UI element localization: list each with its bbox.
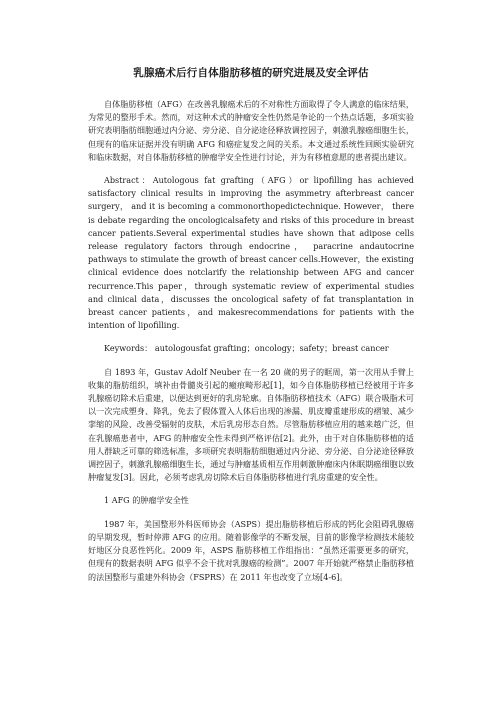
keywords-line: Keywords： autologousfat grafting；oncology；safety；breast cancer (104, 343, 389, 354)
document-page (88, 56, 414, 594)
chinese-abstract-paragraph: 自体脂肪移植（AFG）在改善乳腺癌术后的不对称性方面取得了令人满意的临床结果，为常见的整形手术。然而，对这种术式的肿瘤安全性仍然是争论的一个热点话题，多项实验研究表明脂肪细胞通过内分泌、旁分泌、自分泌途径释放调控因子，刺激乳腺癌细胞生长，但现有的临床证据并没有明确 AFG 和癌症复发之间的关系。本文通过系统性回顾实验研究和临床数据，对自体脂肪移植的肿瘤学安全性进行讨论，并为有移植意愿的患者提出建议。 (88, 99, 414, 162)
section-paragraph: 1987 年，美国整形外科医师协会（ASPS）提出脂肪移植后形成的钙化会阻碍乳腺癌的早期发现，暂时停滞 AFG 的应用。随着影像学的不断发展，目前的影像学检测技术能较好地区分良恶性钙化。2009 年，ASPS 脂肪移植工作组指出：“虽然还需要更多的研究，但现有的数据表明 AFG 似乎不会干扰对乳腺癌的检测”。2007 年开始就严格禁止脂肪移植的法国整形与重建外科协会（FSPRS）在 2011 年也改变了立场[4-6]。 (88, 518, 414, 582)
english-abstract-paragraph: Abstract：Autologous fat grafting（AFG）or lipofilling has achieved satisfactory clinical results in improving the asymmetry afterbreast cancer surgery， and it is becoming a commonorthopedictechnique. However， there is debate regarding the oncologicalsafety and risks of this procedure in breast cancer patients.Several experimental studies have shown that adipose cells release regulatory factors through endocrine， paracrine andautocrine pathways to stimulate the growth of breast cancer cells.However，the existing clinical evidence does notclarify the relationship between AFG and cancer recurrence.This paper，through systematic review of experimental studies and clinical data，discusses the oncological safety of fat transplantation in breast cancer patients，and makesrecommendations for patients with the intention of lipofilling. (88, 175, 414, 331)
introduction-paragraph: 自 1893 年，Gustav Adolf Neuber 在一名 20 歲的男子的眶周，第一次用从手臂上收集的脂肪组织，填补由骨髓炎引起的瘢痕畸形起[1]，如今自体脂肪移植已经被用于许多乳腺癌切除术后重建，以便达到更好的乳房轮廓。自体脂肪移植技术（AFG）联合吸脂术可以一次完成塑身、降乳，免去了假体置入人体后出现的渗漏、肌皮瓣重建形成的褶皱、减少挛缩的风险、改善受辐射的皮肤，术后乳房形态自然。尽管脂肪移植应用的越来越广泛，但在乳腺癌患者中，AFG 的肿瘤安全性未得到严格评估[2]。此外，由于对自体脂肪移植的适用人群缺乏可靠的筛选标准，多项研究表明脂肪细胞通过内分泌、旁分泌、自分泌途径释放调控因子，刺激乳腺癌细胞生长，通过与肿瘤基质相互作用刺激肿瘤床内休眠期癌细胞以致肿瘤复发[3]。因此，必须考虑乳房切除术后自体脂肪移植进行乳房重建的安全性。 (88, 366, 414, 483)
document-title: 乳腺癌术后行自体脂肪移植的研究进展及安全评估 (133, 67, 369, 79)
section-heading-afg-safety: 1 AFG 的肿瘤学安全性 (104, 495, 189, 506)
